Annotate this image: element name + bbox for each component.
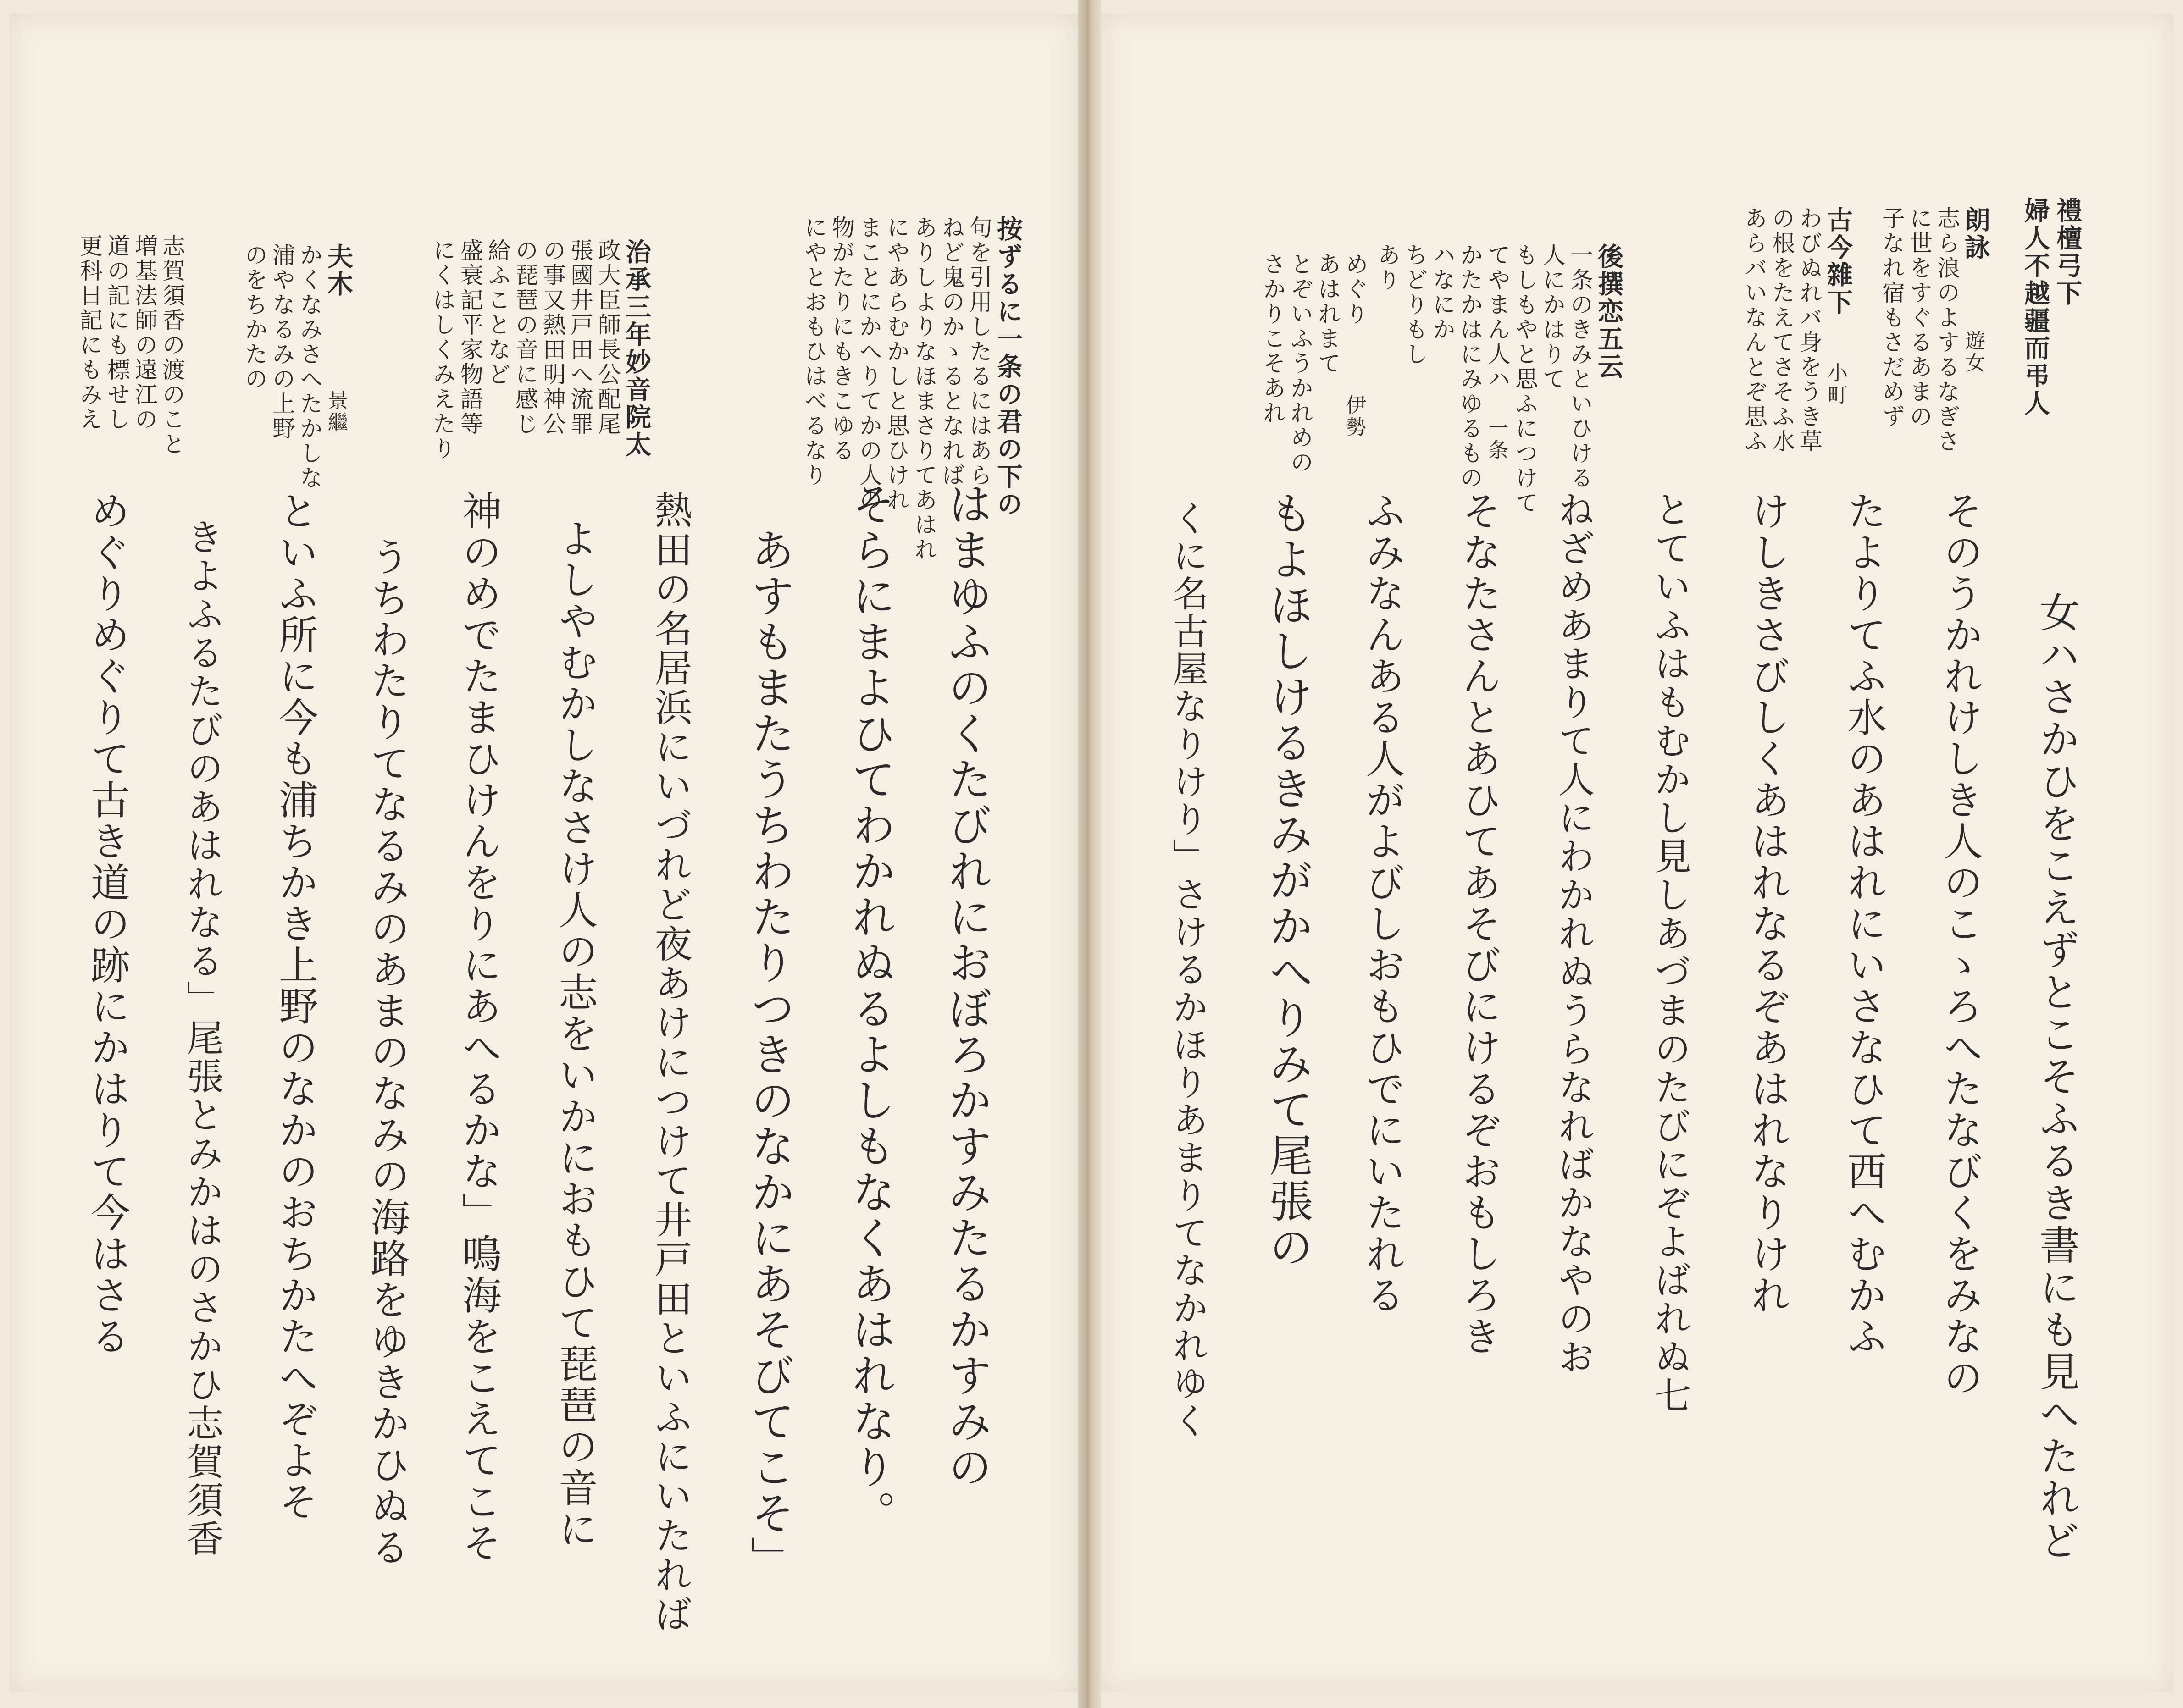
left-main-col-6: 神のめでたまひけんをりにあへるかな」鳴海をこえてこそ	[455, 491, 501, 1564]
right-section3-line-6: かたかはにみゆるもの	[1457, 243, 1483, 491]
left-poem-line-2: 浦やなるみの上野	[269, 243, 295, 441]
left-main-col-9: きよふるたびのあはれなる」尾張とみかはのさかひ志賀須香	[181, 518, 223, 1558]
right-section3-line-1: 一条のきみといひける	[1567, 243, 1593, 491]
left-headnote-intro-8: にやとおもひはべるなり	[801, 216, 827, 488]
right-section3-line-3: もしもやと思ふにつけて	[1512, 243, 1538, 515]
right-section2-author: 小町	[1824, 362, 1847, 406]
right-section1-line-1: 志ら浪のよするなぎさ	[1934, 206, 1960, 454]
left-headnote-source-1: 治承三年妙音院太	[621, 238, 652, 459]
right-main-col-8: ふみなんある人がよびしおもひでにいたれる	[1359, 491, 1405, 1316]
book-gutter	[1078, 0, 1101, 1708]
right-section1-category: 遊女	[1961, 330, 1985, 374]
right-main-col-9: もよほしけるきみがかへりみて尾張の	[1262, 491, 1313, 1270]
left-main-col-3: あすもまたうちわたりつきのなかにあそびてこそ」	[744, 527, 795, 1582]
left-main-col-1: はまゆふのくたびれにおぼろかすみたるかすみの	[941, 481, 992, 1490]
left-poem-author: 景繼	[324, 390, 348, 434]
left-headnote-intro-2: 句を引用したるにはあら	[966, 216, 992, 488]
right-headnote-source-title: 禮檀弓下	[2052, 197, 2083, 307]
left-main-col-10: めぐりめぐりて古き道の跡にかはりて今はさる	[84, 491, 130, 1357]
right-main-col-2: そのうかれけしき人のこゝろへたなびくをみなの	[1937, 491, 1983, 1398]
right-main-col-4: けしきさびしくあはれなるぞあはれなりけれ	[1744, 491, 1790, 1316]
right-section4-line-3: とぞいふうかれめの	[1287, 252, 1313, 475]
left-main-col-7: うちわたりてなるみのあまのなみの海路をゆきかひぬる	[364, 536, 410, 1568]
left-note-line-3: 道の記にも標せし	[104, 234, 130, 432]
left-main-col-2: そらにまよひてわかれぬるよしもなくあはれなり。	[845, 481, 896, 1536]
right-main-col-1: 女ハさかひをこえずとこそふるき書にも見へたれど	[2033, 591, 2080, 1562]
left-headnote-source-4: の事又熱田明神公	[539, 238, 566, 437]
right-section1-line-2: に世をすぐるあまの	[1906, 206, 1933, 429]
left-main-col-8: といふ所に今も浦ちかき上野のなかのおちかたへぞよそ	[272, 491, 318, 1522]
left-headnote-source-5: の琵琶の音に感じ	[512, 238, 538, 437]
left-headnote-source-7: 盛衰記平家物語等	[457, 238, 483, 437]
left-headnote-intro-7: 物がたりにもきこゆる	[828, 216, 855, 463]
right-main-col-7: そなたさんとあひてあそびにけるぞおもしろき	[1455, 491, 1501, 1357]
right-section2-line-3: あらバいなんとぞ思ふ	[1741, 206, 1767, 454]
right-main-col-6: ねざめあまりて人にわかれぬうらなればかなやのお	[1552, 491, 1595, 1376]
right-headnote-rule: 婦人不越疆而弔人	[2020, 197, 2050, 417]
left-note-line-2: 増基法師の遠江の	[131, 234, 158, 432]
left-headnote-intro-5: にやあらむかしと思ひけれ	[883, 216, 910, 513]
left-headnote-source-2: 政大臣師長公配尾	[594, 238, 621, 437]
left-headnote-source-8: にくはしくみえたり	[429, 238, 456, 461]
right-section1-title: 朗詠	[1961, 206, 1991, 261]
left-headnote-intro-6: まことにかへりてかの人の	[856, 216, 882, 513]
right-section3-line-2: 人にかはりて	[1539, 243, 1566, 392]
right-section1-line-3: 子なれ宿もさだめず	[1878, 206, 1905, 429]
left-headnote-intro-3: ねど鬼のかゝるとなれば	[938, 216, 965, 488]
right-section4-line-4: さかりこそあれ	[1259, 252, 1286, 426]
right-section4-line-1: めぐり	[1342, 252, 1369, 326]
left-headnote-source-3: 張國井戸田へ流罪	[567, 238, 593, 437]
left-poem-line-3: のをちかたの	[241, 243, 268, 392]
right-section3-title: 後撰恋五云	[1594, 243, 1624, 381]
left-headnote-intro-1: 按ずるに一条の君の下の	[993, 216, 1023, 518]
right-main-col-10: くに名古屋なりけり」さけるかほりあまりてなかれゆく	[1167, 500, 1208, 1440]
right-section3-line-5: 一条	[1485, 417, 1508, 461]
left-poem-title: 夫木	[323, 243, 354, 298]
left-page	[9, 14, 1078, 1692]
right-section3-line-4: てやまん人ハ	[1484, 243, 1511, 392]
left-main-col-5: よしやむかしなさけ人の志をいかにおもひて琵琶の音に	[552, 518, 598, 1550]
right-section2-line-2: の根をたえてさそふ水	[1768, 206, 1795, 454]
right-main-col-3: たよりてふ水のあはれにいさなひて西へむかふ	[1840, 491, 1886, 1357]
right-section2-line-1: わびぬれバ身をうき草	[1796, 206, 1823, 454]
left-poem-line-1: かくなみさへたかしな	[296, 243, 323, 491]
left-main-col-4: 熱田の名居浜にいづれど夜あけにつけて井戸田といふにいたれば	[648, 491, 692, 1634]
right-section3-line-9: あり	[1374, 243, 1401, 293]
left-headnote-source-6: 給ふことなど	[484, 238, 511, 387]
right-section3-line-7: ハなにか	[1429, 243, 1456, 342]
right-section4-title: 伊勢	[1342, 394, 1366, 438]
right-section2-title: 古今雜下	[1823, 206, 1853, 316]
right-page	[1101, 14, 2174, 1692]
left-note-line-4: 更科日記にもみえ	[76, 234, 103, 432]
right-section4-line-2: あはれまて	[1314, 252, 1341, 376]
left-headnote-intro-4: ありしよりなほまさりてあはれ	[911, 216, 937, 562]
left-note-line-1: 志賀須香の渡のこと	[159, 234, 185, 457]
right-section3-line-8: ちどりもし	[1402, 243, 1428, 367]
right-main-col-5: とていふはもむかし見しあづまのたびにぞよばれぬ七	[1648, 491, 1691, 1415]
